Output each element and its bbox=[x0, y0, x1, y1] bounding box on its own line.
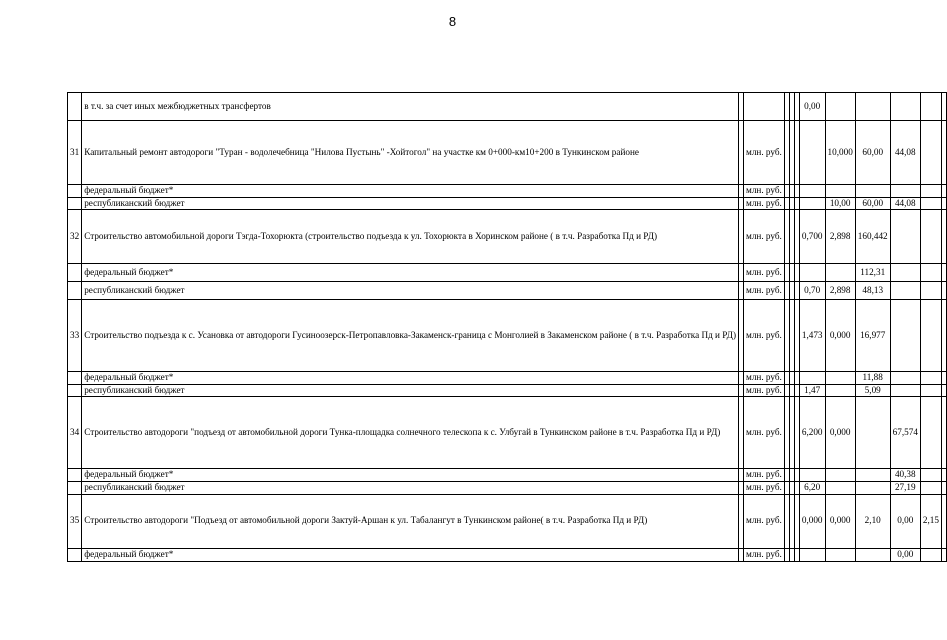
row-number: 33 bbox=[68, 300, 82, 372]
value-cell: 10,00 bbox=[825, 197, 855, 210]
value-cell bbox=[941, 282, 946, 300]
row-unit bbox=[744, 93, 785, 121]
value-cell: 48,13 bbox=[855, 282, 890, 300]
value-cell: 6,20 bbox=[799, 481, 825, 494]
value-cell bbox=[890, 93, 920, 121]
value-cell bbox=[941, 121, 946, 185]
value-cell bbox=[941, 93, 946, 121]
value-cell bbox=[920, 264, 941, 282]
value-cell bbox=[799, 264, 825, 282]
value-cell: 0,00 bbox=[799, 93, 825, 121]
value-cell bbox=[890, 372, 920, 385]
value-cell bbox=[941, 469, 946, 482]
value-cell bbox=[890, 282, 920, 300]
value-cell: 0,00 bbox=[890, 548, 920, 561]
table-row bbox=[68, 372, 947, 385]
budget-table bbox=[67, 92, 947, 562]
value-cell bbox=[799, 197, 825, 210]
row-number bbox=[68, 469, 82, 482]
row-number: 34 bbox=[68, 397, 82, 469]
value-cell: 16,977 bbox=[855, 300, 890, 372]
value-cell bbox=[855, 469, 890, 482]
value-cell bbox=[941, 197, 946, 210]
row-name: республиканский бюджет bbox=[82, 481, 739, 494]
row-number bbox=[68, 481, 82, 494]
value-cell: 27,19 bbox=[890, 481, 920, 494]
value-cell: 5,09 bbox=[855, 384, 890, 397]
row-number: 31 bbox=[68, 121, 82, 185]
value-cell bbox=[920, 210, 941, 264]
row-number: 35 bbox=[68, 494, 82, 548]
value-cell bbox=[825, 185, 855, 198]
row-name: Строительство автодороги "Подъезд от автомобильной дороги Зактуй-Аршан к ул. Табалангут в Тункинском районе( в т.ч. Разработка Пд и РД) bbox=[82, 494, 739, 548]
value-cell: 0,000 bbox=[825, 494, 855, 548]
table-row bbox=[68, 210, 947, 264]
value-cell: 0,70 bbox=[799, 282, 825, 300]
row-unit: млн. руб. bbox=[744, 548, 785, 561]
table-row bbox=[68, 469, 947, 482]
value-cell bbox=[920, 548, 941, 561]
value-cell bbox=[920, 481, 941, 494]
row-name: Строительство автодороги "подъезд от автомобильной дороги Тунка-площадка солнечного телескопа к с. Улбугай в Тункинском районе в т.ч. Разработка Пд и РД) bbox=[82, 397, 739, 469]
value-cell bbox=[920, 372, 941, 385]
table-row bbox=[68, 494, 947, 548]
value-cell: 1,473 bbox=[799, 300, 825, 372]
value-cell bbox=[825, 469, 855, 482]
row-number bbox=[68, 548, 82, 561]
row-unit: млн. руб. bbox=[744, 121, 785, 185]
value-cell: 0,000 bbox=[825, 300, 855, 372]
value-cell bbox=[920, 197, 941, 210]
value-cell: 160,442 bbox=[855, 210, 890, 264]
value-cell bbox=[890, 384, 920, 397]
row-name: Строительство подъезда к с. Усановка от автодороги Гусиноозерск-Петропавловка-Закаменск-граница с Монголией в Закаменском районе ( в т.ч. Разработка Пд и РД) bbox=[82, 300, 739, 372]
value-cell: 2,898 bbox=[825, 210, 855, 264]
value-cell bbox=[855, 397, 890, 469]
row-unit: млн. руб. bbox=[744, 185, 785, 198]
value-cell bbox=[920, 397, 941, 469]
row-unit: млн. руб. bbox=[744, 469, 785, 482]
table-row bbox=[68, 397, 947, 469]
value-cell bbox=[941, 548, 946, 561]
page-number: 8 bbox=[448, 14, 457, 29]
value-cell bbox=[799, 185, 825, 198]
value-cell: 67,574 bbox=[890, 397, 920, 469]
value-cell: 6,200 bbox=[799, 397, 825, 469]
value-cell bbox=[920, 185, 941, 198]
value-cell: 11,88 bbox=[855, 372, 890, 385]
row-number bbox=[68, 372, 82, 385]
value-cell bbox=[941, 384, 946, 397]
value-cell bbox=[855, 548, 890, 561]
row-unit: млн. руб. bbox=[744, 264, 785, 282]
value-cell bbox=[941, 210, 946, 264]
row-number bbox=[68, 282, 82, 300]
table-row bbox=[68, 481, 947, 494]
table-row bbox=[68, 282, 947, 300]
value-cell bbox=[799, 469, 825, 482]
value-cell bbox=[941, 264, 946, 282]
value-cell: 2,10 bbox=[855, 494, 890, 548]
value-cell: 40,38 bbox=[890, 469, 920, 482]
table-row bbox=[68, 185, 947, 198]
row-unit: млн. руб. bbox=[744, 282, 785, 300]
row-number bbox=[68, 384, 82, 397]
value-cell bbox=[890, 210, 920, 264]
value-cell: 112,31 bbox=[855, 264, 890, 282]
value-cell bbox=[941, 300, 946, 372]
table-row bbox=[68, 384, 947, 397]
value-cell bbox=[941, 372, 946, 385]
row-name: республиканский бюджет bbox=[82, 282, 739, 300]
row-number bbox=[68, 264, 82, 282]
row-unit: млн. руб. bbox=[744, 372, 785, 385]
value-cell bbox=[825, 372, 855, 385]
row-number: 32 bbox=[68, 210, 82, 264]
row-name: федеральный бюджет* bbox=[82, 469, 739, 482]
row-unit: млн. руб. bbox=[744, 481, 785, 494]
value-cell: 44,08 bbox=[890, 121, 920, 185]
value-cell: 60,00 bbox=[855, 121, 890, 185]
value-cell: 1,47 bbox=[799, 384, 825, 397]
value-cell bbox=[890, 264, 920, 282]
row-unit: млн. руб. bbox=[744, 300, 785, 372]
table-row bbox=[68, 548, 947, 561]
row-unit: млн. руб. bbox=[744, 384, 785, 397]
value-cell: 0,000 bbox=[799, 494, 825, 548]
value-cell: 2,898 bbox=[825, 282, 855, 300]
value-cell: 0,000 bbox=[825, 397, 855, 469]
value-cell bbox=[890, 185, 920, 198]
value-cell: 10,000 bbox=[825, 121, 855, 185]
table-row bbox=[68, 300, 947, 372]
row-name: республиканский бюджет bbox=[82, 197, 739, 210]
value-cell bbox=[941, 494, 946, 548]
value-cell bbox=[920, 384, 941, 397]
value-cell bbox=[855, 481, 890, 494]
value-cell: 60,00 bbox=[855, 197, 890, 210]
value-cell bbox=[825, 384, 855, 397]
row-name: Строительство автомобильной дороги Тэгда-Тохорюкта (строительство подъезда к ул. Тохорюкта в Хоринском районе ( в т.ч. Разработка Пд и РД) bbox=[82, 210, 739, 264]
value-cell bbox=[920, 469, 941, 482]
row-name: Капитальный ремонт автодороги "Туран - водолечебница "Нилова Пустынь" -Хойтогол" на участке км 0+000-км10+200 в Тункинском районе bbox=[82, 121, 739, 185]
value-cell bbox=[855, 93, 890, 121]
row-name: в т.ч. за счет иных межбюджетных трансфертов bbox=[82, 93, 739, 121]
value-cell bbox=[941, 185, 946, 198]
value-cell bbox=[941, 481, 946, 494]
value-cell bbox=[941, 397, 946, 469]
value-cell: 0,00 bbox=[890, 494, 920, 548]
table-row bbox=[68, 93, 947, 121]
row-name: федеральный бюджет* bbox=[82, 548, 739, 561]
value-cell: 2,15 bbox=[920, 494, 941, 548]
value-cell bbox=[920, 93, 941, 121]
value-cell bbox=[825, 264, 855, 282]
value-cell bbox=[825, 548, 855, 561]
table-row bbox=[68, 121, 947, 185]
row-number bbox=[68, 185, 82, 198]
value-cell bbox=[920, 121, 941, 185]
row-unit: млн. руб. bbox=[744, 397, 785, 469]
table-row bbox=[68, 264, 947, 282]
value-cell bbox=[890, 300, 920, 372]
table-row bbox=[68, 197, 947, 210]
value-cell: 0,700 bbox=[799, 210, 825, 264]
value-cell bbox=[825, 481, 855, 494]
row-unit: млн. руб. bbox=[744, 494, 785, 548]
row-name: республиканский бюджет bbox=[82, 384, 739, 397]
value-cell bbox=[855, 185, 890, 198]
value-cell bbox=[799, 372, 825, 385]
row-name: федеральный бюджет* bbox=[82, 185, 739, 198]
row-number bbox=[68, 197, 82, 210]
value-cell bbox=[799, 548, 825, 561]
value-cell bbox=[920, 282, 941, 300]
row-name: федеральный бюджет* bbox=[82, 372, 739, 385]
value-cell bbox=[799, 121, 825, 185]
value-cell: 44,08 bbox=[890, 197, 920, 210]
row-unit: млн. руб. bbox=[744, 197, 785, 210]
value-cell bbox=[825, 93, 855, 121]
row-number bbox=[68, 93, 82, 121]
row-unit: млн. руб. bbox=[744, 210, 785, 264]
value-cell bbox=[920, 300, 941, 372]
row-name: федеральный бюджет* bbox=[82, 264, 739, 282]
